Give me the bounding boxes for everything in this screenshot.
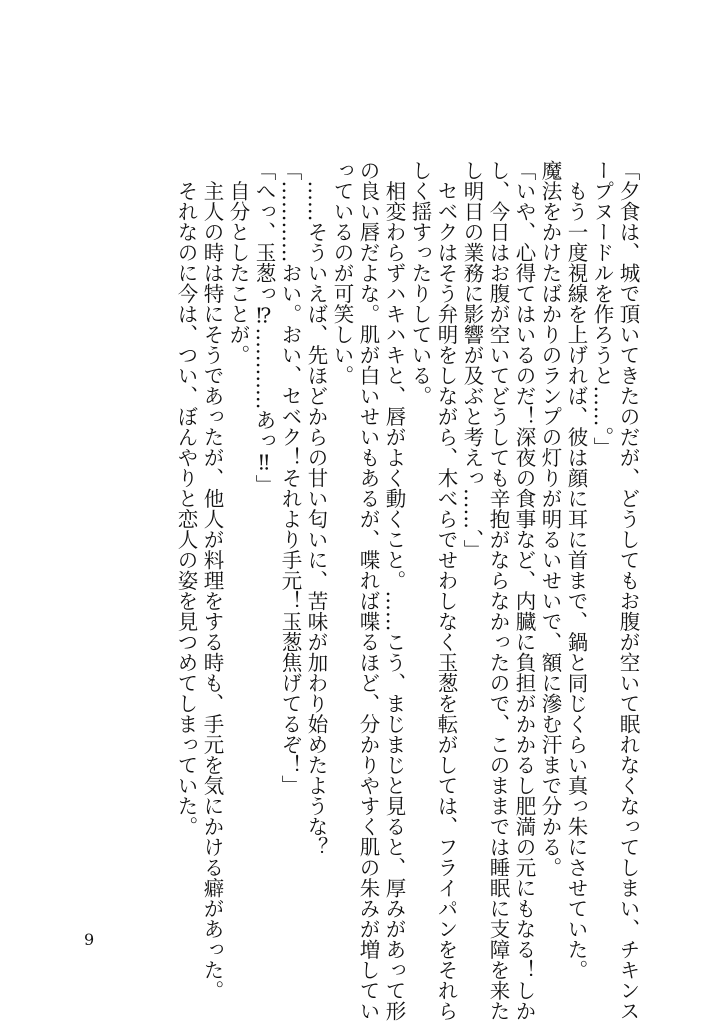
text-line-13: ……そういえば、先ほどからの甘い匂いに、苦味が加わり始めたような？ [304,160,328,857]
text-line-18: それなのに今は、つい、ぼんやりと恋人の姿を見つめてしまっていた。 [174,160,198,837]
text-line-9: しく揺すったりしている。 [408,160,432,406]
text-line-11: の良い唇だよな。肌が白いせいもあるが、喋れば喋るほど、分かりやすく肌の朱みが増してい [356,160,380,1021]
text-line-14: 「…………おい。おい、セベク！それより手元！玉葱焦げてるぞ！」 [278,160,302,796]
vertical-text-body [173,160,641,1021]
text-line-1: 「夕食は、城で頂いてきたのだが、どうしてもお腹が空いて眠れなくなってしまい、チキンス [616,160,640,1021]
text-line-8: セベクはそう弁明をしながら、木べらでせわしなく玉葱を転がしては、フライパンをそれら [434,160,458,1021]
text-line-3: もう一度視線を上げれば、彼は顔に耳に首まで、鍋と同じくらい真っ朱にさせていた。 [564,160,588,980]
text-line-17: 主人の時は特にそうであったが、他人が料理をする時も、手元を気にかける癖があった。 [200,160,224,1001]
text-line-2: ープヌードルを作ろうと……。」 [590,160,614,458]
text-line-7: し明日の業務に影響が及ぶと考えっ……、」 [460,160,484,560]
page-number: 9 [84,930,95,949]
text-line-12: っているのが可笑しい。 [330,160,354,386]
text-line-4: 魔法をかけたばかりのランプの灯りが明るいせいで、額に滲む汗まで分かる。 [538,160,562,878]
text-line-6: し、今日はお腹が空いてどうしても辛抱がならなかったので、このままでは睡眠に支障を来た [486,160,510,1021]
text-line-15: 「へっ、玉葱っ⁉…………あっ‼」 [252,160,276,495]
text-line-16: 自分としたことが。 [226,160,250,365]
text-line-10: 相変わらずハキハキと、唇がよく動くこと。……こう、まじまじと見ると、厚みがあって形 [382,160,406,1021]
text-line-5: 「いや、心得てはいるのだ！深夜の食事など、内臓に負担がかかるし肥満の元にもなる！しか [512,160,536,1021]
